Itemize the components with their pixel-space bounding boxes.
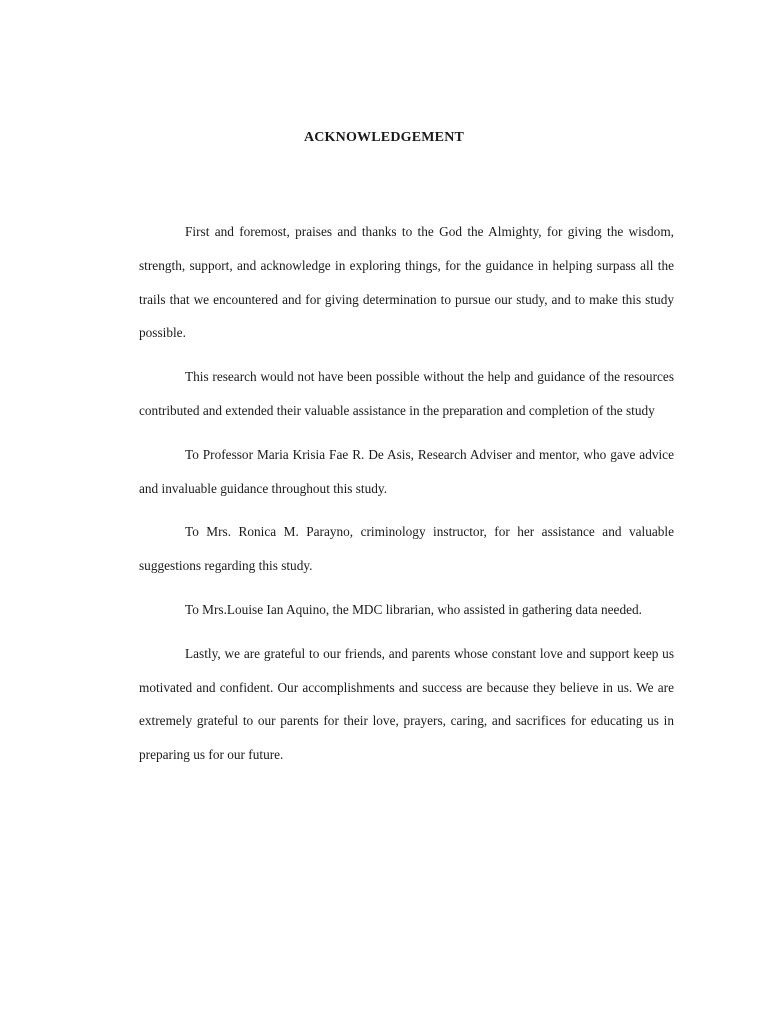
paragraph-librarian: To Mrs.Louise Ian Aquino, the MDC librarian, who assisted in gathering data needed. [185, 601, 642, 617]
document-body [139, 215, 674, 782]
paragraph-intro: First and foremost, praises and thanks to the God the Almighty, for giving the wisdom, strength, support, and acknowledge in exploring things, for the guidance in helping surpass all the trails that we encountered and for giving determination to pursue our study, and to make this study possible. [139, 224, 674, 341]
page-title: ACKNOWLEDGEMENT [303, 130, 465, 145]
paragraph-closing: Lastly, we are grateful to our friends, and parents whose constant love and support keep us motivated and confident. Our accomplishments and success are because they believe in us. We are extremely grateful to our parents for their love, prayers, caring, and sacrifices for educating us in preparing us for our future. [139, 645, 674, 763]
paragraph-instructor: To Mrs. Ronica M. Parayno, criminology instructor, for her assistance and valuable suggestions regarding this study. [139, 524, 674, 574]
paragraph-research: This research would not have been possible without the help and guidance of the resources contributed and extended their valuable assistance in the preparation and completion of the study [139, 369, 674, 418]
paragraph-adviser: To Professor Maria Krisia Fae R. De Asis, Research Adviser and mentor, who gave advice and invaluable guidance throughout this study. [139, 446, 674, 496]
